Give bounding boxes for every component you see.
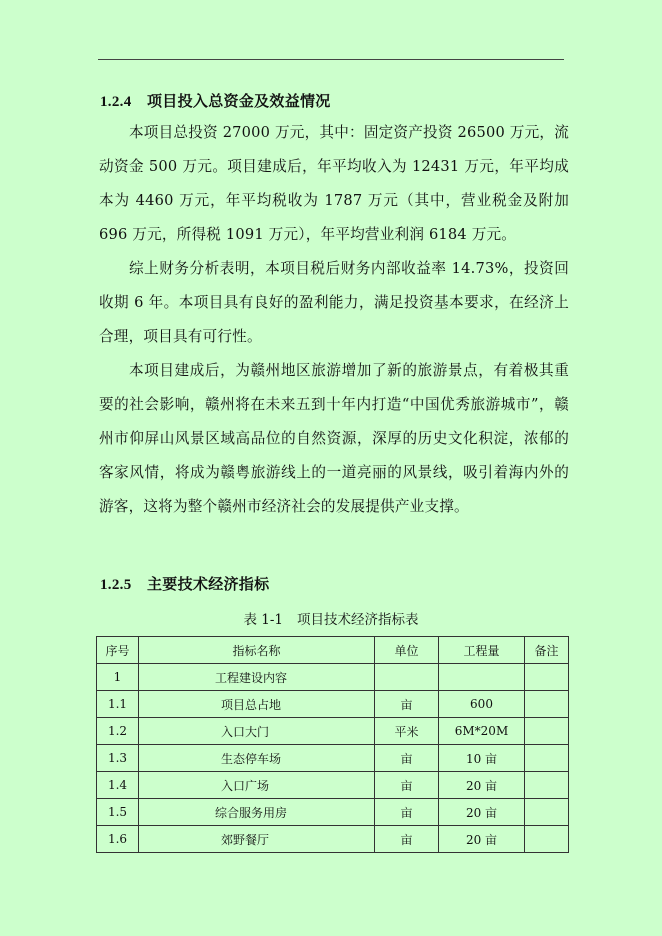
header-unit: 单位 — [375, 637, 439, 664]
cell-remark — [525, 772, 569, 799]
cell-unit: 平米 — [375, 718, 439, 745]
section-heading-1-2-5 — [100, 573, 269, 594]
cell-quantity: 10 亩 — [439, 745, 525, 772]
header-seq: 序号 — [97, 637, 139, 664]
table-caption — [0, 608, 662, 628]
table-row — [97, 826, 569, 853]
cell-unit: 亩 — [375, 772, 439, 799]
cell-name: 综合服务用房 — [139, 799, 375, 826]
cell-seq: 1.4 — [97, 772, 139, 799]
table-caption-label: 表 1-1 — [243, 612, 284, 628]
cell-quantity: 6M*20M — [439, 718, 525, 745]
header-name: 指标名称 — [139, 637, 375, 664]
cell-remark — [525, 745, 569, 772]
cell-remark — [525, 826, 569, 853]
section-heading-1-2-4 — [100, 90, 331, 111]
header-quantity: 工程量 — [439, 637, 525, 664]
cell-quantity: 20 亩 — [439, 799, 525, 826]
cell-quantity: 600 — [439, 691, 525, 718]
paragraph-social-impact: 本项目建成后，为赣州地区旅游增加了新的旅游景点，有着极其重要的社会影响，赣州将在未来五到十年内打造“中国优秀旅游城市”，赣州市仰屏山风景区域高品位的自然资源，深厚的历史文化积淀，浓郁的客家风情，将成为赣粤旅游线上的一道亮丽的风景线，吸引着海内外的游客，这将为整个赣州市经济社会的发展提供产业支撑。 — [99, 362, 569, 515]
cell-quantity: 20 亩 — [439, 826, 525, 853]
cell-unit — [375, 664, 439, 691]
section-title: 主要技术经济指标 — [147, 575, 270, 593]
cell-seq: 1.1 — [97, 691, 139, 718]
table-row — [97, 745, 569, 772]
cell-name: 入口大门 — [139, 718, 375, 745]
cell-name: 入口广场 — [139, 772, 375, 799]
cell-seq: 1.3 — [97, 745, 139, 772]
cell-unit: 亩 — [375, 691, 439, 718]
cell-seq: 1.5 — [97, 799, 139, 826]
cell-name: 工程建设内容 — [139, 664, 375, 691]
cell-seq: 1.6 — [97, 826, 139, 853]
section-number: 1.2.4 — [100, 94, 132, 110]
cell-remark — [525, 718, 569, 745]
paragraph-investment: 本项目总投资 27000 万元，其中：固定资产投资 26500 万元，流动资金 500 万元。项目建成后，年平均收入为 12431 万元，年平均成本为 4460 万元，年平均税收为 1787 万元（其中，营业税金及附加 696 万元，所得税 1091 万元），年平均营业利润 6184 万元。 — [99, 124, 569, 243]
cell-seq: 1.2 — [97, 718, 139, 745]
section-number: 1.2.5 — [100, 577, 132, 593]
header-rule — [98, 59, 564, 60]
cell-quantity: 20 亩 — [439, 772, 525, 799]
cell-name: 郊野餐厅 — [139, 826, 375, 853]
header-remark: 备注 — [525, 637, 569, 664]
cell-remark — [525, 691, 569, 718]
cell-remark — [525, 664, 569, 691]
cell-unit: 亩 — [375, 826, 439, 853]
cell-unit: 亩 — [375, 799, 439, 826]
table-caption-title: 项目技术经济指标表 — [297, 612, 419, 628]
table-row — [97, 664, 569, 691]
table-header-row — [97, 637, 569, 664]
cell-unit: 亩 — [375, 745, 439, 772]
cell-name: 生态停车场 — [139, 745, 375, 772]
tech-econ-indicator-table — [96, 636, 569, 853]
table-row — [97, 718, 569, 745]
cell-name: 项目总占地 — [139, 691, 375, 718]
paragraph-financial-analysis: 综上财务分析表明，本项目税后财务内部收益率 14.73%，投资回收期 6 年。本项目具有良好的盈利能力，满足投资基本要求，在经济上合理，项目具有可行性。 — [99, 260, 569, 345]
cell-quantity — [439, 664, 525, 691]
cell-remark — [525, 799, 569, 826]
section-title: 项目投入总资金及效益情况 — [147, 92, 331, 110]
table-row — [97, 799, 569, 826]
table-row — [97, 772, 569, 799]
cell-seq: 1 — [97, 664, 139, 691]
table-row — [97, 691, 569, 718]
